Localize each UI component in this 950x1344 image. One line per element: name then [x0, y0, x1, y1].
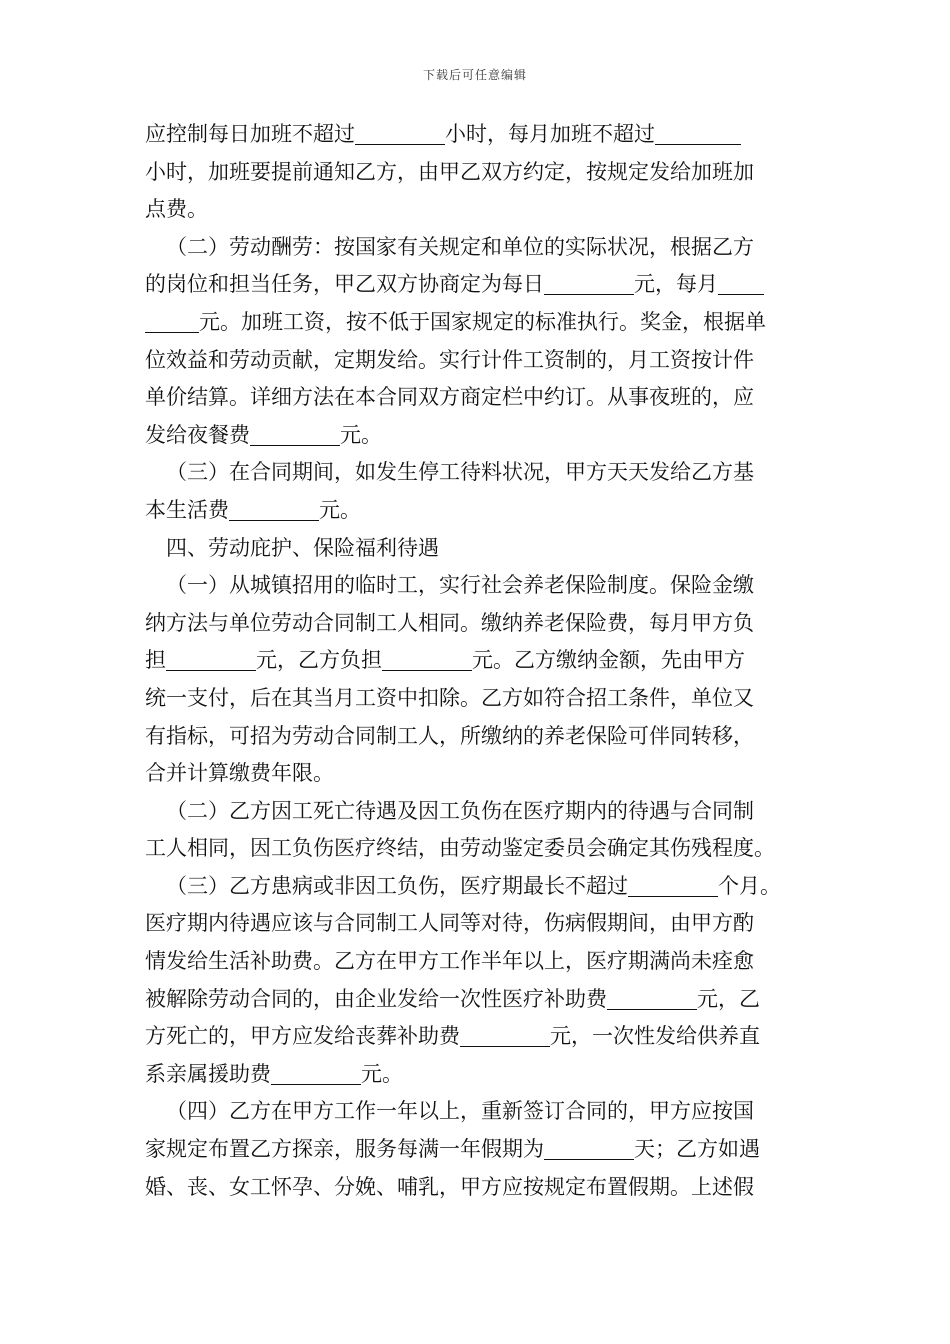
text-line — [145, 905, 811, 943]
text-segment: 天；乙方如遇 — [634, 1137, 760, 1162]
blank-field[interactable] — [544, 1135, 634, 1160]
text-line — [145, 981, 811, 1019]
text-segment: 担 — [145, 648, 166, 673]
text-segment: 位效益和劳动贡献，定期发给。实行计件工资制的，月工资按计件 — [145, 347, 754, 372]
text-line — [145, 605, 811, 643]
text-segment: 单价结算。详细方法在本合同双方商定栏中约订。从事夜班的，应 — [145, 385, 754, 410]
blank-field[interactable] — [355, 120, 445, 145]
text-line — [145, 154, 811, 192]
paragraph-start-line — [145, 454, 811, 492]
text-segment: 有指标，可招为劳动合同制工人，所缴纳的养老保险可伴同转移， — [145, 723, 754, 748]
text-segment: 应控制每日加班不超过 — [145, 122, 355, 146]
text-segment: 元。 — [340, 422, 382, 447]
text-segment: （三）乙方患病或非因工负伤，医疗期最长不超过 — [166, 873, 628, 898]
text-segment: 元，每月 — [634, 272, 718, 297]
blank-field[interactable] — [607, 985, 697, 1010]
text-segment: 点费。 — [145, 197, 208, 222]
text-segment: 家规定布置乙方探亲，服务每满一年假期为 — [145, 1137, 544, 1162]
blank-field[interactable] — [544, 270, 634, 295]
blank-field[interactable] — [166, 646, 256, 671]
blank-field[interactable] — [655, 120, 741, 145]
text-line — [145, 943, 811, 981]
text-line — [145, 304, 811, 342]
paragraph-start-line — [145, 793, 811, 831]
text-segment: 统一支付，后在其当月工资中扣除。乙方如符合招工条件，单位又 — [145, 685, 754, 710]
text-segment: 元，一次性发给供养直 — [550, 1024, 760, 1049]
text-segment: 发给夜餐费 — [145, 422, 250, 447]
text-line — [145, 680, 811, 718]
text-line — [145, 830, 811, 868]
text-segment: 系亲属援助费 — [145, 1061, 271, 1086]
text-line — [145, 266, 811, 304]
text-segment: 情发给生活补助费。乙方在甲方工作半年以上，医疗期满尚未痊愈 — [145, 949, 754, 974]
text-segment: 婚、丧、女工怀孕、分娩、哺乳，甲方应按规定布置假期。上述假 — [145, 1174, 754, 1199]
text-segment: 本生活费 — [145, 497, 229, 522]
text-segment: 个月。 — [718, 873, 781, 898]
text-line — [145, 755, 811, 793]
text-segment: 元。 — [361, 1061, 403, 1086]
text-line — [145, 342, 811, 380]
section-heading — [145, 530, 811, 568]
text-segment: 四、劳动庇护、保险福利待遇 — [166, 535, 439, 560]
text-segment: 元。加班工资，按不低于国家规定的标准执行。奖金，根据单 — [199, 309, 766, 334]
contract-text-body — [145, 116, 811, 1206]
paragraph-start-line — [145, 229, 811, 267]
blank-field[interactable] — [271, 1060, 361, 1085]
text-segment: （四）乙方在甲方工作一年以上，重新签订合同的，甲方应按国 — [166, 1099, 754, 1124]
text-segment: （一）从城镇招用的临时工，实行社会养老保险制度。保险金缴 — [166, 573, 754, 598]
text-segment: 元，乙 — [697, 986, 760, 1011]
text-segment: 方死亡的，甲方应发给丧葬补助费 — [145, 1024, 460, 1049]
blank-field[interactable] — [382, 646, 472, 671]
text-line — [145, 718, 811, 756]
text-segment: 医疗期内待遇应该与合同制工人同等对待，伤病假期间，由甲方酌 — [145, 911, 754, 936]
text-line — [145, 642, 811, 680]
blank-field[interactable] — [718, 270, 764, 295]
text-line — [145, 1018, 811, 1056]
text-segment: 工人相同，因工负伤医疗终结，由劳动鉴定委员会确定其伤残程度。 — [145, 836, 775, 861]
text-segment: 元。 — [319, 497, 361, 522]
text-segment: （二）劳动酬劳：按国家有关规定和单位的实际状况，根据乙方 — [166, 234, 754, 259]
blank-field[interactable] — [250, 421, 340, 446]
text-line — [145, 417, 811, 455]
text-segment: 纳方法与单位劳动合同制工人相同。缴纳养老保险费，每月甲方负 — [145, 610, 754, 635]
text-line — [145, 492, 811, 530]
text-line — [145, 191, 811, 229]
blank-field[interactable] — [145, 308, 199, 333]
text-segment: 元，乙方负担 — [256, 648, 382, 673]
blank-field[interactable] — [229, 496, 319, 521]
text-segment: 元。乙方缴纳金额，先由甲方 — [472, 648, 745, 673]
text-segment: （三）在合同期间，如发生停工待料状况，甲方天天发给乙方基 — [166, 460, 754, 485]
paragraph-start-line — [145, 868, 811, 906]
text-segment: 被解除劳动合同的，由企业发给一次性医疗补助费 — [145, 986, 607, 1011]
text-segment: 小时，每月加班不超过 — [445, 122, 655, 146]
text-segment: 合并计算缴费年限。 — [145, 761, 334, 786]
text-line — [145, 1056, 811, 1094]
page-header-note: 下载后可任意编辑 — [422, 68, 527, 82]
text-segment: 的岗位和担当任务，甲乙双方协商定为每日 — [145, 272, 544, 297]
paragraph-start-line — [145, 1093, 811, 1131]
text-segment: 小时，加班要提前通知乙方，由甲乙双方约定，按规定发给加班加 — [145, 159, 754, 184]
text-line — [145, 1169, 811, 1207]
paragraph-start-line — [145, 567, 811, 605]
blank-field[interactable] — [628, 872, 718, 897]
blank-field[interactable] — [460, 1022, 550, 1047]
text-line — [145, 379, 811, 417]
text-line — [145, 1131, 811, 1169]
text-line — [145, 116, 811, 154]
text-segment: （二）乙方因工死亡待遇及因工负伤在医疗期内的待遇与合同制 — [166, 798, 754, 823]
